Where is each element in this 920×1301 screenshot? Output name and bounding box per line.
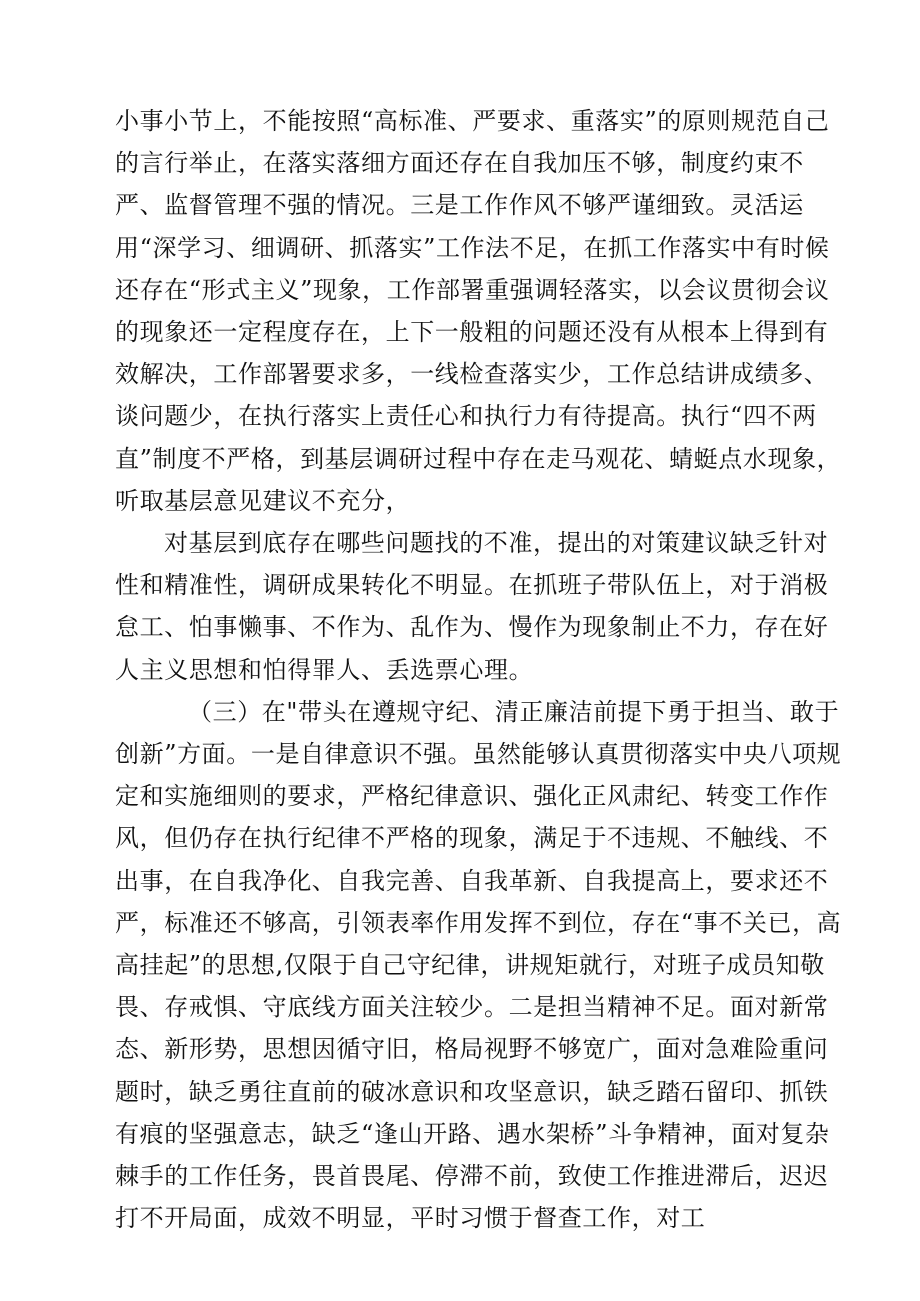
paragraph-section-three: （三）在"带头在遵规守纪、清正廉洁前提下勇于担当、敢于创新”方面。一是自律意识不强。虽然能够认真贯彻落实中央八项规定和实施细则的要求，严格纪律意识、强化正风肃纪、转变工作作风，但仍存在执行纪律不严格的现象，满足于不违规、不触线、不出事，在自我净化、自我完善、自我革新、自我提高上，要求还不严，标准还不够高，引领表率作用发挥不到位，存在“事不关已，高高挂起”的思想,仅限于自己守纪律，讲规矩就行，对班子成员知敬畏、存戒惧、守底线方面关注较少。二是担当精神不足。面对新常态、新形势，思想因循守旧，格局视野不够宽广，面对急难险重问题时，缺乏勇往直前的破冰意识和攻坚意识，缺乏踏石留印、抓铁有痕的坚强意志，缺乏“逢山开路、遇水架桥”斗争精神，面对复杂棘手的工作任务，畏首畏尾、停滞不前，致使工作推进滞后，迟迟打不开局面，成效不明显，平时习惯于督查工作，对工 — [115, 697, 842, 1233]
document-body — [115, 100, 850, 1239]
paragraph-continuation: 小事小节上，不能按照“高标准、严要求、重落实”的原则规范自己的言行举止，在落实落细方面还存在自我加压不够，制度约束不严、监督管理不强的情况。三是工作作风不够严谨细致。灵活运用“深学习、细调研、抓落实”工作法不足，在抓工作落实中有时候还存在“形式主义”现象，工作部署重强调轻落实，以会议贯彻会议的现象还一定程度存在，上下一般粗的问题还没有从根本上得到有效解决，工作部署要求多，一线检查落实少，工作总结讲成绩多、谈问题少，在执行落实上责任心和执行力有待提高。执行“四不两直”制度不严格，到基层调研过程中存在走马观花、蜻蜓点水现象，听取基层意见建议不充分， — [115, 107, 842, 515]
paragraph-grassroots-research: 对基层到底存在哪些问题找的不准，提出的对策建议缺乏针对性和精准性，调研成果转化不明显。在抓班子带队伍上，对于消极怠工、怕事懒事、不作为、乱作为、慢作为现象制止不力，存在好人主义思想和怕得罪人、丢选票心理。 — [115, 529, 829, 684]
